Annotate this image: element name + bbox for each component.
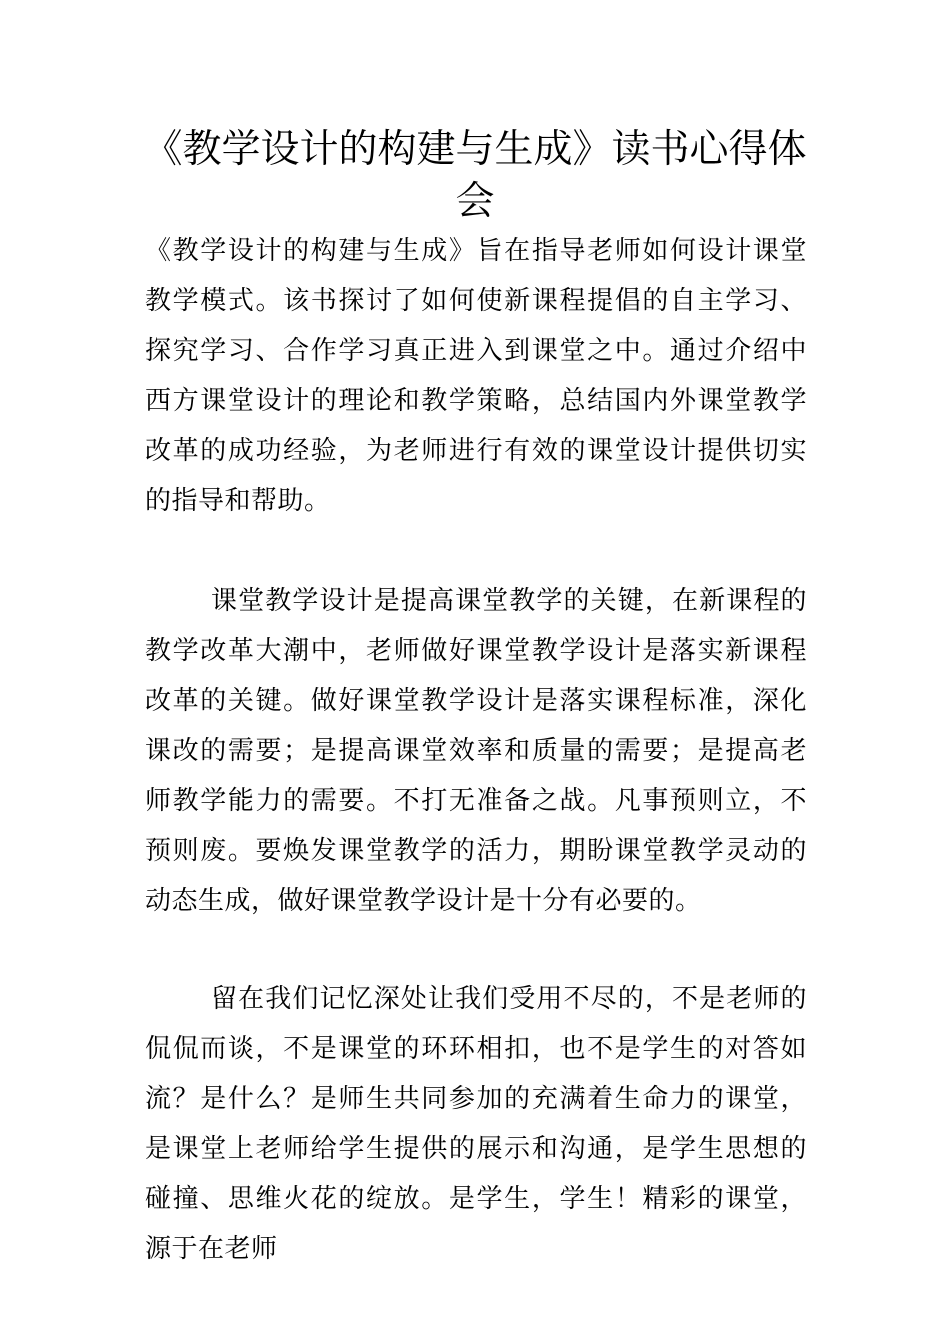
paragraph-2: 课堂教学设计是提高课堂教学的关键，在新课程的教学改革大潮中，老师做好课堂教学设计是落实新课程改革的关键。做好课堂教学设计是落实课程标准，深化课改的需要；是提高课堂效率和质量的需要；是提高老师教学能力的需要。不打无准备之战。凡事预则立，不预则废。要焕发课堂教学的活力，期盼课堂教学灵动的动态生成，做好课堂教学设计是十分有必要的。 xyxy=(145,586,807,916)
document-title: 《教学设计的构建与生成》读书心得体会 xyxy=(143,127,807,224)
paragraph-1: 《教学设计的构建与生成》旨在指导老师如何设计课堂教学模式。该书探讨了如何使新课程提倡的自主学习、探究学习、合作学习真正进入到课堂之中。通过介绍中西方课堂设计的理论和教学策略，总结国内外课堂教学改革的成功经验，为老师进行有效的课堂设计提供切实的指导和帮助。 xyxy=(145,236,807,516)
paragraph-3: 留在我们记忆深处让我们受用不尽的，不是老师的侃侃而谈，不是课堂的环环相扣，也不是学生的对答如流？是什么？是师生共同参加的充满着生命力的课堂，是课堂上老师给学生提供的展示和沟通，是学生思想的碰撞、思维火花的绽放。是学生，学生！精彩的课堂，源于在老师 xyxy=(145,984,807,1264)
